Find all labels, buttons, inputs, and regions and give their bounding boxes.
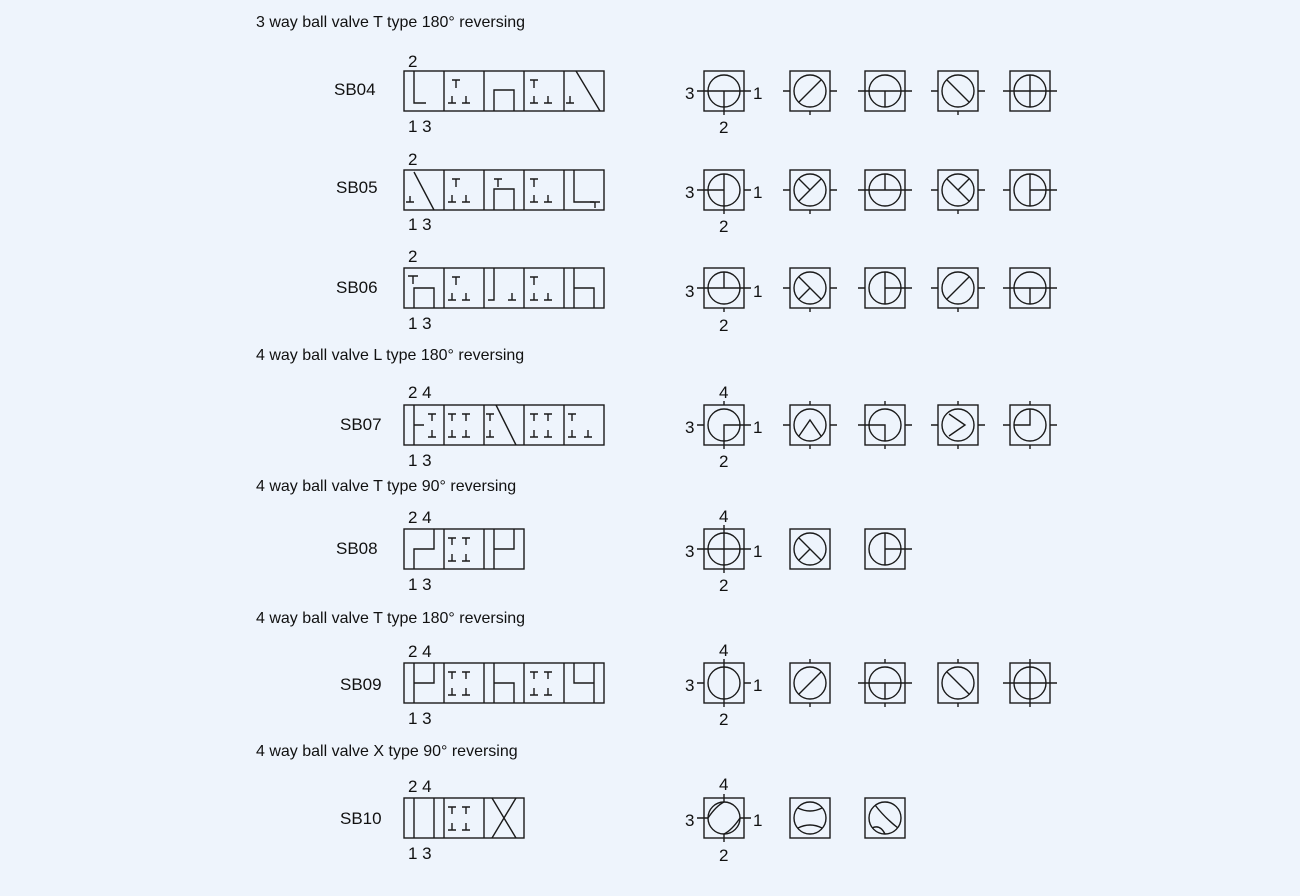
switching-symbol-sb05	[404, 170, 604, 210]
symbol-top-ports-sb08: 2 4	[408, 508, 432, 527]
valve-row-sb07	[340, 383, 1057, 471]
valve-code-sb08: SB08	[336, 539, 378, 558]
port-left-sb05: 3	[685, 183, 695, 202]
port-right-sb08: 1	[753, 542, 763, 561]
ball-position-sb07-3	[858, 401, 912, 449]
ball-position-sb05-2	[783, 170, 837, 214]
symbol-top-ports-sb09: 2 4	[408, 642, 432, 661]
valve-row-sb06	[336, 247, 1057, 335]
section-heading-4way-l180: 4 way ball valve L type 180° reversing	[256, 347, 525, 364]
ball-position-sb04-3	[858, 71, 912, 111]
valve-code-sb10: SB10	[340, 809, 382, 828]
valve-code-sb06: SB06	[336, 278, 378, 297]
port-left-sb07: 3	[685, 418, 695, 437]
switching-symbol-sb10	[404, 798, 524, 838]
symbol-top-ports-sb06: 2	[408, 247, 418, 266]
ball-position-sb05-5	[1003, 170, 1057, 210]
port-top-sb07: 4	[719, 383, 729, 402]
port-bottom-sb09: 2	[719, 710, 729, 729]
switching-symbol-sb07	[404, 405, 604, 445]
section-heading-4way-t180: 4 way ball valve T type 180° reversing	[256, 610, 526, 627]
symbol-bottom-ports-sb06: 1 3	[408, 314, 432, 333]
ball-position-sb10-2	[790, 798, 830, 838]
port-bottom-sb06: 2	[719, 316, 729, 335]
ball-position-sb05-4	[931, 170, 985, 214]
symbol-top-ports-sb10: 2 4	[408, 777, 432, 796]
port-bottom-sb08: 2	[719, 576, 729, 595]
port-left-sb10: 3	[685, 811, 695, 830]
ball-position-sb04-1	[697, 71, 751, 115]
symbol-top-ports-sb04: 2	[408, 52, 418, 71]
ball-position-sb06-2	[783, 268, 837, 312]
switching-symbol-sb08	[404, 529, 524, 569]
symbol-top-ports-sb07: 2 4	[408, 383, 432, 402]
valve-row-sb08	[336, 507, 912, 595]
port-bottom-sb04: 2	[719, 118, 729, 137]
valve-row-sb10	[340, 775, 905, 865]
ball-position-sb07-2	[783, 401, 837, 449]
port-right-sb09: 1	[753, 676, 763, 695]
ball-position-sb08-2	[790, 529, 830, 569]
valve-row-sb09	[340, 641, 1057, 729]
valve-code-sb07: SB07	[340, 415, 382, 434]
ball-position-sb07-4	[931, 401, 985, 449]
port-left-sb09: 3	[685, 676, 695, 695]
section-heading-4way-x90: 4 way ball valve X type 90° reversing	[256, 743, 518, 760]
ball-position-sb09-5	[1003, 659, 1057, 707]
symbol-bottom-ports-sb08: 1 3	[408, 575, 432, 594]
ball-position-sb06-4	[931, 268, 985, 312]
switching-symbol-sb09	[404, 663, 604, 703]
port-left-sb08: 3	[685, 542, 695, 561]
ball-position-sb06-3	[858, 268, 912, 308]
symbol-bottom-ports-sb09: 1 3	[408, 709, 432, 728]
ball-position-sb08-1	[697, 525, 751, 573]
port-top-sb09: 4	[719, 641, 729, 660]
ball-position-sb10-1	[697, 794, 751, 842]
port-right-sb06: 1	[753, 282, 763, 301]
valve-code-sb05: SB05	[336, 178, 378, 197]
ball-position-sb04-4	[931, 71, 985, 115]
valve-row-sb04	[334, 52, 1057, 137]
ball-position-sb04-2	[783, 71, 837, 115]
symbol-bottom-ports-sb04: 1 3	[408, 117, 432, 136]
port-right-sb07: 1	[753, 418, 763, 437]
port-right-sb05: 1	[753, 183, 763, 202]
port-top-sb08: 4	[719, 507, 729, 526]
valve-code-sb04: SB04	[334, 80, 376, 99]
ball-position-sb08-3	[865, 529, 912, 569]
port-left-sb04: 3	[685, 84, 695, 103]
port-bottom-sb07: 2	[719, 452, 729, 471]
valve-code-sb09: SB09	[340, 675, 382, 694]
ball-position-sb09-1	[697, 659, 751, 707]
ball-position-sb10-3	[865, 798, 905, 838]
ball-position-sb09-4	[938, 659, 978, 707]
ball-position-sb07-5	[1003, 401, 1057, 449]
ball-position-sb06-1	[697, 268, 751, 312]
port-right-sb04: 1	[753, 84, 763, 103]
symbol-bottom-ports-sb07: 1 3	[408, 451, 432, 470]
ball-position-sb04-5	[1003, 71, 1057, 111]
ball-position-sb06-5	[1003, 268, 1057, 308]
section-heading-3way-t180: 3 way ball valve T type 180° reversing	[256, 14, 526, 31]
switching-symbol-sb04	[404, 71, 604, 111]
port-bottom-sb10: 2	[719, 846, 729, 865]
port-top-sb10: 4	[719, 775, 729, 794]
port-left-sb06: 3	[685, 282, 695, 301]
ball-position-sb05-3	[858, 170, 912, 210]
switching-symbol-sb06	[404, 268, 604, 308]
symbol-bottom-ports-sb05: 1 3	[408, 215, 432, 234]
symbol-bottom-ports-sb10: 1 3	[408, 844, 432, 863]
port-right-sb10: 1	[753, 811, 763, 830]
symbol-top-ports-sb05: 2	[408, 150, 418, 169]
ball-position-sb09-2	[790, 659, 830, 707]
valve-row-sb05	[336, 150, 1057, 236]
ball-position-sb05-1	[697, 170, 751, 214]
ball-position-sb09-3	[858, 659, 912, 707]
ball-position-sb07-1	[697, 401, 751, 449]
section-heading-4way-t90: 4 way ball valve T type 90° reversing	[256, 478, 517, 495]
port-bottom-sb05: 2	[719, 217, 729, 236]
